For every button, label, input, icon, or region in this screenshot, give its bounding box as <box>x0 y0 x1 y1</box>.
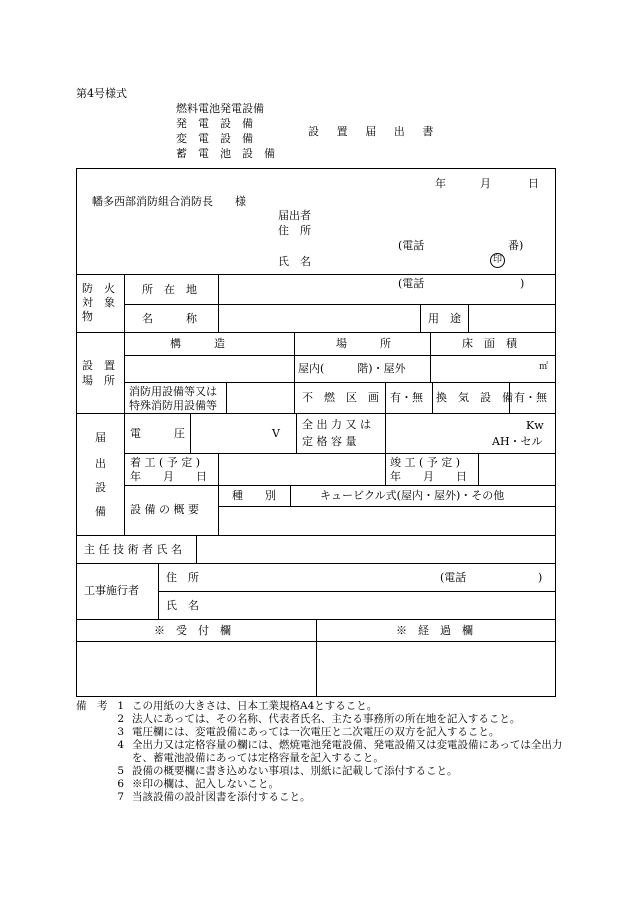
ventilation-label: 換 気 設 備 <box>436 391 513 404</box>
note-text: ※印の欄は、記入しないこと。 <box>132 778 279 790</box>
note-item <box>76 726 566 739</box>
equip-section-label-4: 備 <box>95 505 106 518</box>
rule-receipt-v <box>316 619 317 697</box>
rule-fire-mid <box>124 304 556 305</box>
equipment-type-2: 発 電 設 備 <box>176 117 253 130</box>
equip-section-label-2: 出 <box>95 457 106 470</box>
output-unit-ah: AH・セル <box>492 435 543 448</box>
complete-label-1: 竣 工 ( 予 定 ) <box>390 456 461 469</box>
rule-equip-v1 <box>190 413 191 453</box>
rule-fire-v3 <box>468 304 469 332</box>
rule-install-v3 <box>226 382 227 413</box>
rule-install-2 <box>124 382 556 383</box>
note-item <box>76 700 566 713</box>
notes-heading: 備 考 <box>76 700 108 712</box>
form-number: 第4号様式 <box>76 87 127 100</box>
install-section-label-1: 設 置 <box>82 359 115 372</box>
contractor-address-label: 住 所 <box>166 571 199 584</box>
overview-label: 設 備 の 概 要 <box>130 503 199 516</box>
unit-m2: ㎡ <box>539 362 549 372</box>
output-label-2: 定 格 容 量 <box>302 435 357 448</box>
non-combustible-yes-no: 有・無 <box>390 391 423 404</box>
rule-equip-bottom <box>76 535 556 536</box>
voltage-label: 電 圧 <box>130 427 185 440</box>
start-label-1: 着 工 ( 予 定 ) <box>130 456 201 469</box>
output-unit-kw: Kw <box>526 419 544 432</box>
equipment-type-4: 蓄 電 池 設 備 <box>176 147 275 160</box>
form-title: 設 置 届 出 書 <box>308 125 437 138</box>
note-text: 法人にあっては、その名称、代表者氏名、主たる事務所の所在地を記入すること。 <box>132 713 521 725</box>
note-number: 1 <box>117 700 124 712</box>
chief-engineer-label: 主 任 技 術 者 氏 名 <box>84 543 182 556</box>
applicant-phone-suffix: 番) <box>508 239 524 252</box>
fire-section-label-1: 防 火 <box>82 282 115 295</box>
note-text: この用紙の大きさは、日本工業規格A4とすること。 <box>132 700 378 712</box>
note-item <box>76 765 566 778</box>
fire-section-label-3: 物 <box>82 310 93 323</box>
note-number: 5 <box>117 765 124 777</box>
equipment-type-1: 燃料電池発電設備 <box>176 102 264 115</box>
contractor-label: 工事施行者 <box>84 584 139 597</box>
rule-chief-bottom <box>76 563 556 564</box>
applicant-name-label: 氏 名 <box>278 255 311 268</box>
applicant-label: 届出者 <box>278 209 311 222</box>
note-number: 6 <box>117 778 124 790</box>
rule-equip-2 <box>124 485 556 486</box>
structure-label: 構 造 <box>170 337 225 350</box>
rule-chief-v <box>196 535 197 563</box>
location-phone-label: (電話 <box>398 277 425 290</box>
rule-equip-v4 <box>218 453 219 535</box>
complete-label-2: 年 月 日 <box>390 470 467 483</box>
note-item <box>76 739 566 765</box>
rule-fire-v2 <box>420 304 421 332</box>
type-value: キュービクル式(屋内・屋外)・その他 <box>320 489 505 502</box>
rule-equip-v6 <box>478 453 479 485</box>
addressee: 幡多西部消防組合消防長 様 <box>92 195 246 208</box>
rule-install-v2 <box>430 332 431 382</box>
contractor-name-label: 氏 名 <box>166 599 199 612</box>
rule-fire-v1 <box>218 274 219 332</box>
note-text: 当該設備の設計図書を添付すること。 <box>132 791 311 803</box>
note-number: 2 <box>117 713 124 725</box>
rule-header-bottom <box>76 274 556 275</box>
start-label-2: 年 月 日 <box>130 470 207 483</box>
rule-equip-v3 <box>385 413 386 453</box>
receipt-label: ※ 受 付 欄 <box>154 624 231 637</box>
place-label: 場 所 <box>336 337 391 350</box>
equip-section-label-1: 届 <box>95 431 106 444</box>
output-label-1: 全 出 力 又 は <box>302 418 371 431</box>
date-year: 年 <box>435 177 446 190</box>
equipment-type-3: 変 電 設 備 <box>176 132 253 145</box>
floor-area-label: 床 面 積 <box>462 337 517 350</box>
fire-equipment-label-1: 消防用設備等又は <box>129 385 217 398</box>
location-phone-close: ) <box>520 277 525 290</box>
contractor-phone-close: ) <box>538 571 543 584</box>
rule-contractor-mid <box>158 591 556 592</box>
rule-left-col <box>124 274 125 535</box>
rule-install-v5 <box>432 382 433 413</box>
name-label: 名 称 <box>142 312 197 325</box>
use-label: 用 途 <box>428 312 461 325</box>
note-text: 全出力又は定格容量の欄には、燃焼電池発電設備、発電設備又は変電設備にあっては全出力を、蓄電池設備にあっては定格容量を記入すること。 <box>132 739 563 764</box>
rule-install-bottom <box>76 413 556 414</box>
install-section-label-2: 場 所 <box>82 374 115 387</box>
rule-equip-v5 <box>385 453 386 485</box>
note-number: 7 <box>117 791 124 803</box>
notes-list <box>76 700 566 804</box>
progress-label: ※ 経 過 欄 <box>396 624 473 637</box>
rule-install-v4 <box>385 382 386 413</box>
rule-equip-3 <box>218 506 556 507</box>
non-combustible-label: 不 燃 区 画 <box>302 391 379 404</box>
ventilation-yes-no: 有・無 <box>514 391 547 404</box>
note-number: 4 <box>117 739 124 751</box>
rule-install-v1 <box>294 332 295 413</box>
location-label: 所 在 地 <box>142 283 197 296</box>
voltage-unit: V <box>272 427 280 440</box>
applicant-phone-label: (電話 <box>398 239 425 252</box>
rule-equip-v7 <box>290 485 291 506</box>
note-item <box>76 778 566 791</box>
indoor-outdoor-text: 屋内( 階)・屋外 <box>298 362 406 375</box>
rule-equip-v2 <box>296 413 297 453</box>
applicant-address-label: 住 所 <box>278 224 311 237</box>
fire-equipment-label-2: 特殊消防用設備等 <box>129 399 217 412</box>
equip-section-label-3: 設 <box>95 481 106 494</box>
seal-mark <box>490 253 505 268</box>
contractor-phone-label: (電話 <box>440 571 467 584</box>
date-day: 日 <box>528 177 539 190</box>
date-month: 月 <box>480 177 491 190</box>
note-text: 電圧欄には、変電設備にあっては一次電圧と二次電圧の双方を記入すること。 <box>132 726 500 738</box>
note-number: 3 <box>117 726 124 738</box>
seal-stamp: 印 <box>490 253 505 268</box>
rule-install-1 <box>124 355 556 356</box>
note-item <box>76 791 566 804</box>
note-text: 設備の概要欄に書き込めない事項は、別紙に記載して添付すること。 <box>132 765 458 777</box>
rule-fire-bottom <box>76 332 556 333</box>
rule-equip-1 <box>124 453 556 454</box>
type-label: 種 別 <box>232 489 276 502</box>
note-item <box>76 713 566 726</box>
rule-contractor-v <box>158 563 159 619</box>
fire-section-label-2: 対 象 <box>82 296 115 309</box>
